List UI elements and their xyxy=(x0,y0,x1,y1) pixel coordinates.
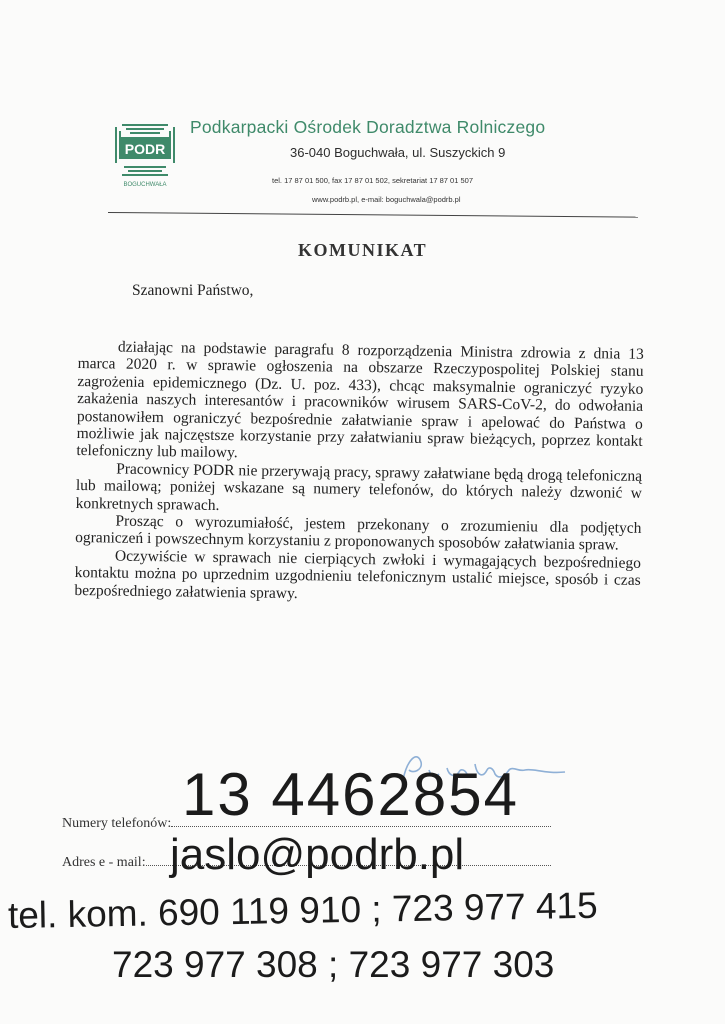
email-label: Adres e - mail: xyxy=(62,853,551,871)
header-divider xyxy=(108,212,638,218)
mobile-numbers-line1: tel. kom. 690 119 910 ; 723 977 415 xyxy=(7,884,598,936)
mobile-numbers-line2: 723 977 308 ; 723 977 303 xyxy=(112,944,555,985)
phone-label: Numery telefonów: xyxy=(62,814,551,832)
logo-text: PODR xyxy=(124,141,166,157)
paragraph: działając na podstawie paragrafu 8 rozporządzenia Ministra zdrowia z dnia 13 marca 2020 r. w sprawie ogłoszenia na obszarze Rzeczypospolitej Polskiej stanu zagrożenia epidemicznego (Dz. U. poz. 433), chcąc maksymalnie ograniczyć ryzyko zakażenia naszych interesantów i pracowników wirusem SARS-CoV-2, do odwołania postanowiłem ograniczyć bezpośrednie załatwianie spraw i apelować do Państwa o możliwie jak najczęstsze korzystanie przy załatwianiu spraw bieżących, poprzez kontakt telefoniczny lub mailowy. xyxy=(76,338,644,462)
logo-subtext: BOGUCHWAŁA xyxy=(123,182,167,188)
org-address: 36-040 Boguchwała, ul. Suszyckich 9 xyxy=(290,145,506,160)
paragraph: Pracownicy PODR nie przerywają pracy, sprawy załatwiane będą drogą telefoniczną lub mailową; poniżej wskazane są numery telefonów, do których należy dzwonić w konkretnych sprawach. xyxy=(75,460,643,514)
document-title: KOMUNIKAT xyxy=(298,240,428,260)
org-phones: tel. 17 87 01 500, fax 17 87 01 502, sekretariat 17 87 01 507 xyxy=(272,176,473,185)
body-text xyxy=(74,338,644,607)
phone-number-handwritten: 13 4462854 xyxy=(182,761,519,828)
paragraph: Prosząc o wyrozumiałość, jestem przekonany o zrozumieniu dla podjętych ograniczeń i powszechnym korzystaniu z proponowanych sposobów załatwiania spraw. xyxy=(75,512,642,555)
greeting: Szanowni Państwo, xyxy=(132,282,254,299)
org-web: www.podrb.pl, e-mail: boguchwala@podrb.pl xyxy=(312,195,461,204)
podr-logo xyxy=(114,123,176,189)
email-handwritten: jaslo@podrb.pl xyxy=(170,830,465,879)
paragraph: Oczywiście w sprawach nie cierpiących zwłoki i wymagających bezpośredniego kontaktu można po uprzednim uzgodnieniu telefonicznym ustalić miejsce, sposób i czas bezpośredniego załatwienia sprawy. xyxy=(74,547,642,602)
org-name: Podkarpacki Ośrodek Doradztwa Rolniczego xyxy=(190,117,546,137)
